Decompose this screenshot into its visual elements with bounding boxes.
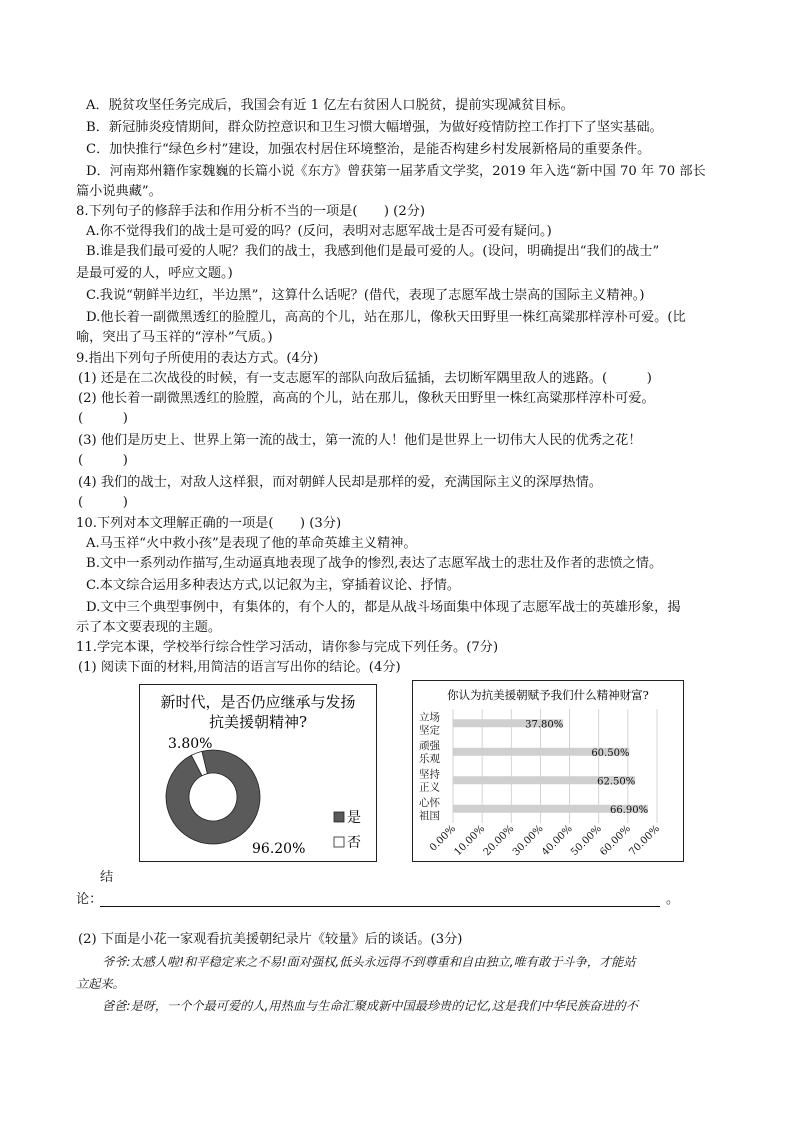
q8-stem: 8.下列句子的修辞手法和作用分析不当的一项是( ) (2分) [76,204,426,219]
q10-option-c: C.本文综合运用多种表达方式,以记叙为主，穿插着议论、抒情。 [86,578,461,593]
bar-chart [413,681,683,861]
donut-chart-title-line2: 抗美援朝精神? [208,713,308,731]
x-tick-label: 20.00% [481,823,517,859]
conclusion-label-2: 论： [76,892,103,907]
category-label-2: 正义 [419,781,440,794]
q7-option-d-line2: 篇小说典藏”。 [76,184,162,199]
q7-option-d-line1: D．河南郑州籍作家魏巍的长篇小说《东方》曾获第一届茅盾文学奖，2019 年入选“新中国 70 年 70 部长 [86,164,706,179]
bar-value-label-3: 66.90% [609,804,649,816]
conclusion-end: 。 [666,892,680,907]
q7-option-a: A．脱贫攻坚任务完成后，我国会有近 1 亿左右贫困人口脱贫，提前实现减贫目标。 [86,98,574,113]
q9-sentence-1: (1) 还是在二次战役的时候，有一支志愿军的部队向敌后猛插，去切断军隅里敌人的逃路。( ) [78,371,652,386]
donut-chart-frame [139,684,377,862]
q11-task-2: (2) 下面是小花一家观看抗美援朝纪录片《较量》后的谈话。(3分) [78,932,463,947]
q9-sentence-2-blank: ( ) [78,411,128,426]
donut-chart-title-line1: 新时代，是否仍应继承与发扬 [160,693,356,711]
q8-option-d-line2: 喻，突出了马玉祥的“淳朴”气质。) [76,330,273,345]
category-label-1: 顽强 [419,739,440,752]
q10-option-d-line1: D.文中三个典型事例中，有集体的，有个人的，都是从战斗场面集中体现了志愿军战士的英雄形象，揭 [86,600,681,615]
q8-option-c: C.我说“朝鲜半边红，半边黑”，这算什么话呢？(借代，表现了志愿军战士崇高的国际主义精神。) [86,288,645,303]
bar-value-label-1: 60.50% [591,747,630,759]
q9-sentence-4-blank: ( ) [78,495,128,510]
q10-option-a: A.马玉祥“火中救小孩”是表现了他的革命英雄主义精神。 [86,536,417,551]
q8-option-d-line1: D.他长着一副微黑透红的脸膛儿，高高的个儿，站在那儿，像秋天田野里一株红高粱那样淳朴可爱。(比 [86,310,686,325]
bar-chart-title: 你认为抗美援朝赋予我们什么精神财富? [447,688,649,702]
legend-swatch-no [334,837,344,847]
legend-swatch-yes [334,812,344,822]
q9-stem: 9.指出下列句子所使用的表达方式。(4分) [76,351,319,366]
category-label-0: 立场 [419,711,440,724]
q8-option-b-line2: 是最可爱的人，呼应文题。) [76,266,233,281]
x-tick-label: 40.00% [539,823,575,859]
bar-chart-frame [412,680,684,862]
q10-option-d-line2: 示了本文要表现的主题。 [76,620,222,635]
q7-option-c: C．加快推行“绿色乡村”建设，加强农村居住环境整治，是能否构建乡村发展新格局的重要条件。 [86,142,651,157]
q7-option-b: B．新冠肺炎疫情期间，群众防控意识和卫生习惯大幅增强，为做好疫情防控工作打下了坚实基础。 [86,120,663,135]
q11-stem: 11.学完本课，学校举行综合性学习活动，请你参与完成下列任务。(7分) [76,640,499,655]
x-tick-label: 30.00% [510,823,546,859]
category-label-1: 乐观 [419,752,440,765]
conclusion-answer-line[interactable] [100,906,660,907]
donut-chart [140,685,376,861]
conclusion-label-1: 结 [100,870,114,885]
category-label-3: 心怀 [419,796,440,809]
category-label-3: 祖国 [419,809,440,822]
q10-option-b: B.文中一系列动作描写,生动逼真地表现了战争的惨烈,表达了志愿军战士的悲壮及作者的悲愤之情。 [86,556,663,571]
donut-label-yes: 96.20% [252,841,306,857]
q9-sentence-2: (2) 他长着一副微黑透红的脸膛，高高的个儿，站在那儿，像秋天田野里一株红高粱那样淳朴可爱。 [78,391,655,406]
q9-sentence-3: (3) 他们是历史上、世界上第一流的战士，第一流的人！他们是世界上一切伟大人民的优秀之花！ [78,433,642,448]
x-tick-label: 10.00% [452,823,488,859]
donut-slice-yes [166,750,260,844]
q8-option-a: A.你不觉得我们的战士是可爱的吗？(反问，表明对志愿军战士是否可爱有疑问。) [86,224,552,239]
dialogue-dad-line1: 爸爸:是呀，一个个最可爱的人,用热血与生命汇聚成新中国最珍贵的记忆,这是我们中华民族奋进的不 [102,999,638,1013]
x-tick-label: 70.00% [627,823,663,859]
q10-stem: 10.下列对本文理解正确的一项是( ) (3分) [76,516,342,531]
x-tick-label: 0.00% [427,823,459,854]
bar-value-label-0: 37.80% [525,719,564,731]
q11-task-1: (1) 阅读下面的材料,用简洁的语言写出你的结论。(4分) [78,660,401,675]
legend-label-yes: 是 [347,810,361,826]
q8-option-b-line1: B.谁是我们最可爱的人呢？我们的战士，我感到他们是最可爱的人。(设问，明确提出“我们的战士” [86,244,660,259]
x-tick-label: 60.00% [598,823,633,859]
dialogue-grandpa-line1: 爷爷:太感人啦!和平稳定来之不易!面对强权,低头永远得不到尊重和自由独立,唯有敢于斗争，才能站 [102,955,636,969]
category-label-0: 坚定 [419,724,440,737]
legend-label-no: 否 [347,835,361,851]
x-tick-label: 50.00% [569,823,604,859]
bar-value-label-2: 62.50% [597,776,636,788]
donut-label-no: 3.80% [168,736,213,752]
dialogue-grandpa-line2: 立起来。 [76,977,125,991]
category-label-2: 坚持 [419,768,440,781]
q9-sentence-3-blank: ( ) [78,453,128,468]
q9-sentence-4: (4) 我们的战士，对敌人这样狠，而对朝鲜人民却是那样的爱，充满国际主义的深厚热情。 [78,475,602,490]
